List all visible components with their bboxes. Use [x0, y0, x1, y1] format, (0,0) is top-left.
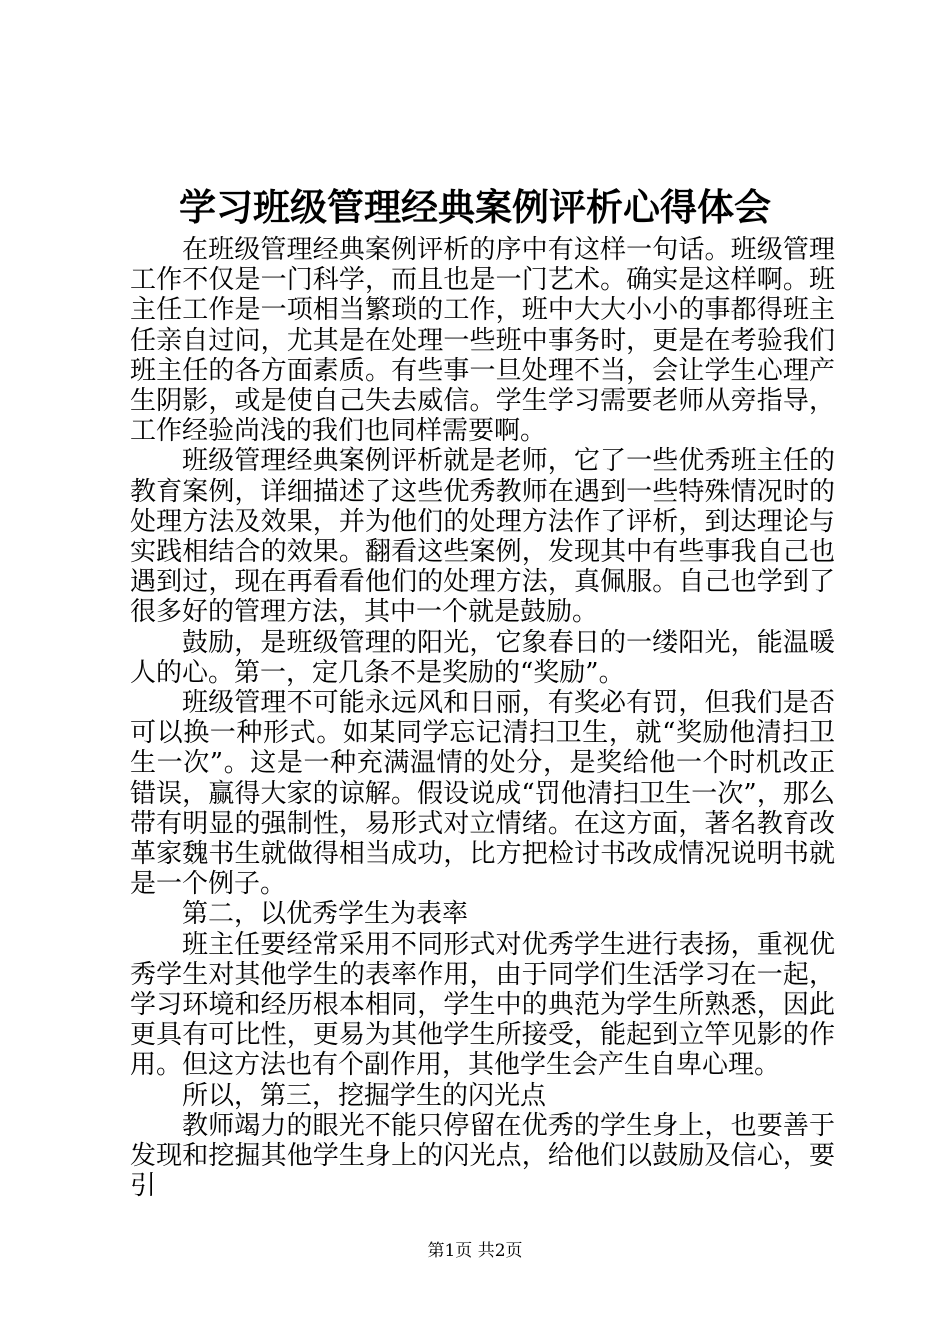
paragraph: 在班级管理经典案例评析的序中有这样一句话。班级管理工作不仅是一门科学，而且也是一门艺术。确实是这样啊。班主任工作是一项相当繁琐的工作，班中大大小小的事都得班主任亲自过问，尤其是在处理一些班中事务时，更是在考验我们班主任的各方面素质。有些事一旦处理不当，会让学生心理产生阴影，或是使自己失去威信。学生学习需要老师从旁指导，工作经验尚浅的我们也同样需要啊。: [130, 235, 835, 447]
paragraph: 班主任要经常采用不同形式对优秀学生进行表扬，重视优秀学生对其他学生的表率作用，由于同学们生活学习在一起，学习环境和经历根本相同，学生中的典范为学生所熟悉，因此更具有可比性，更易为其他学生所接受，能起到立竿见影的作用。但这方法也有个副作用，其他学生会产生自卑心理。: [130, 929, 835, 1081]
document-body: [130, 235, 835, 1202]
paragraph: 教师竭力的眼光不能只停留在优秀的学生身上，也要善于发现和挖掘其他学生身上的闪光点，给他们以鼓励及信心，要引: [130, 1110, 835, 1202]
page-number-footer: 第1页 共2页: [427, 1241, 523, 1261]
section-heading: 第二，以优秀学生为表率: [182, 899, 469, 930]
paragraph: 班级管理不可能永远风和日丽，有奖必有罚，但我们是否可以换一种形式。如某同学忘记清扫卫生，就“奖励他清扫卫生一次”。这是一种充满温情的处分，是奖给他一个时机改正错误，赢得大家的谅解。假设说成“罚他清扫卫生一次”，那么带有明显的强制性，易形式对立情绪。在这方面，著名教育改革家魏书生就做得相当成功，比方把检讨书改成情况说明书就是一个例子。: [130, 688, 835, 900]
document-title: 学习班级管理经典案例评析心得体会: [179, 186, 771, 229]
paragraph: 班级管理经典案例评析就是老师，它了一些优秀班主任的教育案例，详细描述了这些优秀教师在遇到一些特殊情况时的处理方法及效果，并为他们的处理方法作了评析，到达理论与实践相结合的效果。翻看这些案例，发现其中有些事我自己也遇到过，现在再看看他们的处理方法，真佩服。自己也学到了很多好的管理方法，其中一个就是鼓励。: [130, 446, 835, 628]
section-heading: 所以，第三，挖掘学生的闪光点: [182, 1080, 547, 1111]
paragraph: 鼓励，是班级管理的阳光，它象春日的一缕阳光，能温暖人的心。第一，定几条不是奖励的“奖励”。: [130, 627, 835, 688]
